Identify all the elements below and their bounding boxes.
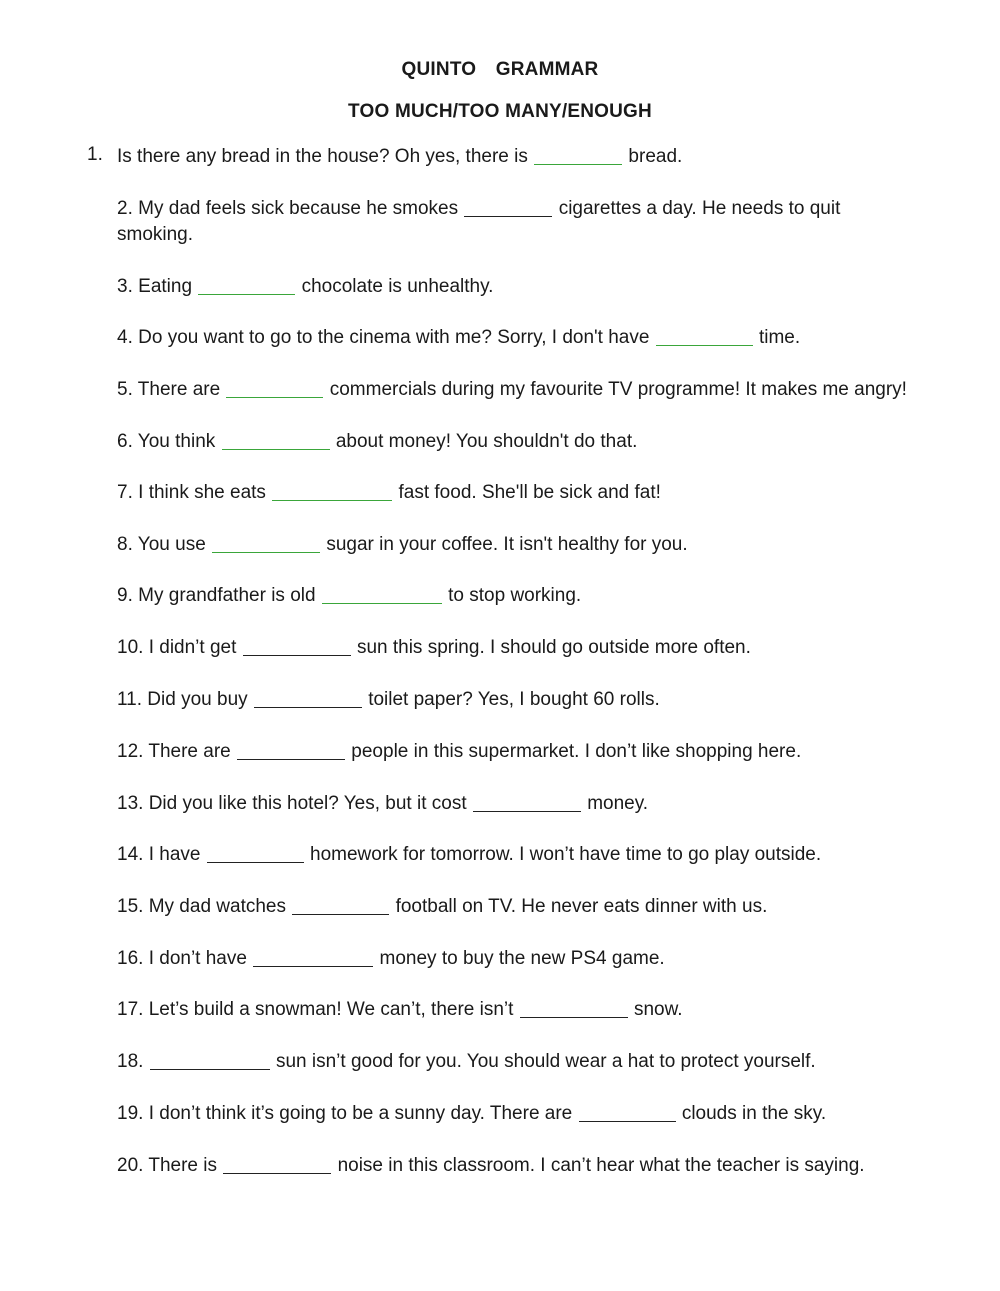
answer-blank[interactable] bbox=[656, 323, 753, 343]
answer-blank[interactable] bbox=[212, 530, 320, 550]
question-number: 19. bbox=[117, 1103, 144, 1124]
question-text-before: My grandfather is old bbox=[138, 585, 316, 606]
question-text-after: bread. bbox=[628, 146, 683, 167]
question-11 bbox=[117, 685, 957, 713]
question-number: 14. bbox=[117, 844, 144, 865]
question-text-before: I don’t think it’s going to be a sunny day. There are bbox=[148, 1103, 573, 1124]
answer-blank[interactable] bbox=[207, 840, 304, 860]
answer-blank[interactable] bbox=[292, 892, 389, 912]
question-text-before: Did you like this hotel? Yes, but it cost bbox=[148, 793, 467, 814]
answer-blank[interactable] bbox=[473, 789, 581, 809]
question-2 bbox=[117, 194, 877, 248]
question-text-before: I have bbox=[148, 844, 201, 865]
worksheet-subtitle: TOO MUCH/TOO MANY/ENOUGH bbox=[348, 101, 652, 122]
question-text-after: cigarettes a day. He needs to quit smoking. bbox=[117, 198, 841, 245]
question-text-before: My dad watches bbox=[148, 896, 286, 917]
answer-blank[interactable] bbox=[272, 478, 392, 498]
question-text-after: sun this spring. I should go outside more often. bbox=[356, 637, 751, 658]
question-7 bbox=[117, 478, 957, 506]
question-text-before: I think she eats bbox=[138, 482, 266, 503]
question-number: 3. bbox=[117, 276, 133, 297]
question-number: 20. bbox=[117, 1155, 144, 1176]
question-20 bbox=[117, 1151, 957, 1179]
question-text-before: My dad feels sick because he smokes bbox=[138, 198, 459, 219]
question-12 bbox=[117, 737, 957, 765]
question-text-before: I don’t have bbox=[148, 948, 247, 969]
question-number: 17. bbox=[117, 999, 144, 1020]
question-4 bbox=[117, 323, 957, 351]
question-14 bbox=[117, 840, 957, 868]
question-text-after: snow. bbox=[633, 999, 683, 1020]
answer-blank[interactable] bbox=[198, 272, 295, 292]
answer-blank[interactable] bbox=[254, 685, 362, 705]
question-number: 2. bbox=[117, 198, 133, 219]
answer-blank[interactable] bbox=[253, 944, 373, 964]
answer-blank[interactable] bbox=[520, 995, 628, 1015]
question-13 bbox=[117, 789, 957, 817]
question-text-after: football on TV. He never eats dinner with us. bbox=[395, 896, 768, 917]
answer-blank[interactable] bbox=[243, 633, 351, 653]
answer-blank[interactable] bbox=[579, 1099, 676, 1119]
question-17 bbox=[117, 995, 957, 1023]
question-text-after: sugar in your coffee. It isn't healthy for you. bbox=[326, 534, 688, 555]
question-number: 5. bbox=[117, 379, 133, 400]
question-number: 7. bbox=[117, 482, 133, 503]
answer-blank[interactable] bbox=[150, 1047, 270, 1067]
title-grammar: GRAMMAR bbox=[495, 59, 599, 80]
question-text-after: sun isn’t good for you. You should wear a hat to protect yourself. bbox=[275, 1051, 816, 1072]
question-text-before: You use bbox=[137, 534, 206, 555]
question-text-after: to stop working. bbox=[448, 585, 582, 606]
answer-blank[interactable] bbox=[223, 1151, 331, 1171]
question-number: 8. bbox=[117, 534, 133, 555]
question-number: 18. bbox=[117, 1051, 144, 1072]
answer-blank[interactable] bbox=[534, 142, 622, 162]
question-text-before: Eating bbox=[138, 276, 193, 297]
title-quinto: QUINTO bbox=[401, 59, 477, 80]
question-text-before: There are bbox=[148, 741, 231, 762]
question-number: 12. bbox=[117, 741, 144, 762]
question-number: 4. bbox=[117, 327, 133, 348]
answer-blank[interactable] bbox=[464, 194, 552, 214]
question-text-after: toilet paper? Yes, I bought 60 rolls. bbox=[368, 689, 660, 710]
question-6 bbox=[117, 427, 957, 455]
question-text-after: time. bbox=[758, 327, 801, 348]
question-number: 1. bbox=[87, 144, 103, 165]
question-number: 10. bbox=[117, 637, 144, 658]
answer-blank[interactable] bbox=[226, 375, 323, 395]
question-3 bbox=[117, 272, 957, 300]
worksheet-title bbox=[0, 59, 1000, 81]
question-text-after: clouds in the sky. bbox=[681, 1103, 827, 1124]
question-text-after: commercials during my favourite TV programme! It makes me angry! bbox=[329, 379, 907, 400]
question-text-after: money. bbox=[587, 793, 649, 814]
question-number: 9. bbox=[117, 585, 133, 606]
answer-blank[interactable] bbox=[322, 581, 442, 601]
question-5 bbox=[117, 375, 957, 403]
question-18 bbox=[117, 1047, 957, 1075]
question-number: 15. bbox=[117, 896, 144, 917]
question-text-after: fast food. She'll be sick and fat! bbox=[398, 482, 661, 503]
question-number: 13. bbox=[117, 793, 144, 814]
question-text-after: chocolate is unhealthy. bbox=[301, 276, 494, 297]
question-8 bbox=[117, 530, 957, 558]
question-15 bbox=[117, 892, 957, 920]
question-text-after: noise in this classroom. I can’t hear what the teacher is saying. bbox=[337, 1155, 865, 1176]
question-number: 6. bbox=[117, 431, 133, 452]
answer-blank[interactable] bbox=[237, 737, 345, 757]
question-text-before: You think bbox=[137, 431, 216, 452]
question-text-after: homework for tomorrow. I won’t have time to go play outside. bbox=[310, 844, 822, 865]
question-text-before: Do you want to go to the cinema with me? Sorry, I don't have bbox=[138, 327, 650, 348]
question-text-before: Did you buy bbox=[147, 689, 248, 710]
question-16 bbox=[117, 944, 957, 972]
question-number: 11. bbox=[117, 689, 143, 710]
question-text-before: There are bbox=[137, 379, 221, 400]
answer-blank[interactable] bbox=[222, 427, 330, 447]
question-text-after: about money! You shouldn't do that. bbox=[335, 431, 638, 452]
question-text-before: Let’s build a snowman! We can’t, there isn’t bbox=[148, 999, 514, 1020]
question-9 bbox=[117, 581, 957, 609]
question-text-before: I didn’t get bbox=[148, 637, 237, 658]
question-1 bbox=[87, 142, 957, 170]
question-number: 16. bbox=[117, 948, 144, 969]
question-text-after: people in this supermarket. I don’t like shopping here. bbox=[351, 741, 802, 762]
question-text-before: There is bbox=[148, 1155, 217, 1176]
question-10 bbox=[117, 633, 957, 661]
question-19 bbox=[117, 1099, 957, 1127]
question-text-after: money to buy the new PS4 game. bbox=[379, 948, 665, 969]
question-text-before: Is there any bread in the house? Oh yes, there is bbox=[117, 146, 528, 167]
